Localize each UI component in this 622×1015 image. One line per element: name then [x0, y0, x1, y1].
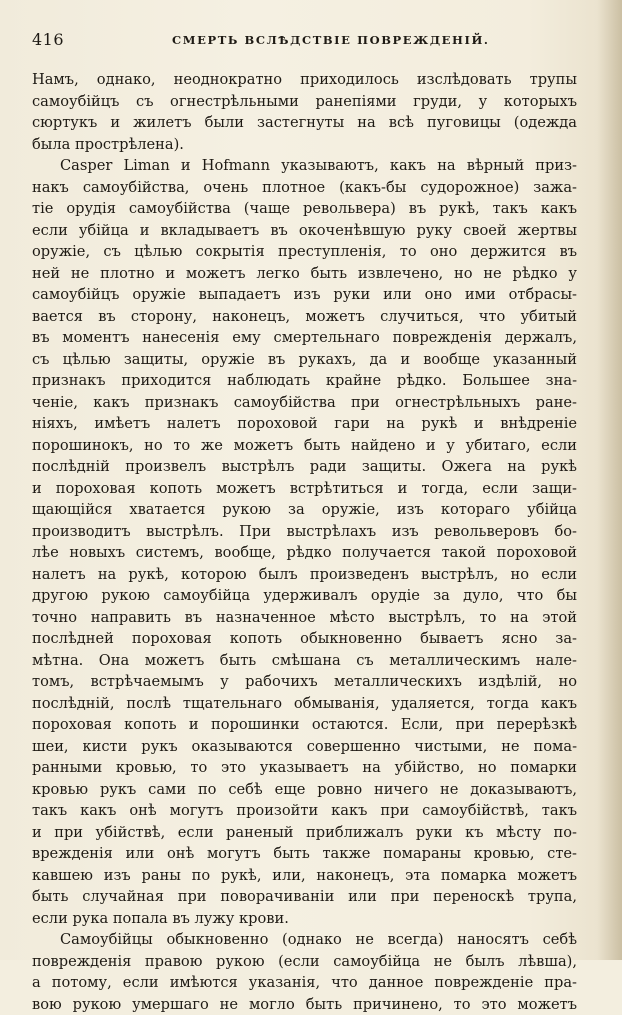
text-line: томъ, встрѣчаемымъ у рабочихъ металлическихъ издѣлій, но	[32, 671, 577, 693]
text-line: налетъ на рукѣ, которою былъ произведенъ выстрѣлъ, но если	[32, 564, 577, 586]
text-line: признакъ приходится наблюдать крайне рѣдко. Большее зна-	[32, 370, 577, 392]
text-line: кавшею изъ раны по рукѣ, или, наконецъ, эта помарка можетъ	[32, 865, 577, 887]
text-line: если убійца и вкладываетъ въ окоченѣвшую руку своей жертвы	[32, 220, 577, 242]
text-line: самоубійцъ съ огнестрѣльными ранепіями груди, у которыхъ	[32, 91, 577, 113]
text-line: пороховая копоть и порошинки остаются. Если, при перерѣзкѣ	[32, 714, 577, 736]
text-line: вою рукою умершаго не могло быть причинено, то это можетъ	[32, 994, 577, 1015]
text-line: послѣдній произвелъ выстрѣлъ ради защиты. Ожега на рукѣ	[32, 456, 577, 478]
text-line: тіе орудія самоубійства (чаще револьвера) въ рукѣ, такъ какъ	[32, 198, 577, 220]
text-line: а потому, если имѣются указанія, что данное поврежденіе пра-	[32, 972, 577, 994]
text-line: другою рукою самоубійца удерживалъ орудіе за дуло, что бы	[32, 585, 577, 607]
text-line: Намъ, однако, неоднократно приходилось изслѣдовать трупы	[32, 69, 577, 91]
text-line: производитъ выстрѣлъ. При выстрѣлахъ изъ револьверовъ бо-	[32, 521, 577, 543]
text-line: точно направить въ назначенное мѣсто выстрѣлъ, то на этой	[32, 607, 577, 629]
body-text	[32, 69, 577, 1015]
text-line: ней не плотно и можетъ легко быть извлечено, но не рѣдко у	[32, 263, 577, 285]
text-line: самоубійцъ оружіе выпадаетъ изъ руки или оно ими отбрасы-	[32, 284, 577, 306]
text-line: послѣдній, послѣ тщательнаго обмыванія, удаляется, тогда какъ	[32, 693, 577, 715]
text-line: лѣе новыхъ системъ, вообще, рѣдко получается такой пороховой	[32, 542, 577, 564]
text-line: кровью рукъ сами по себѣ еще ровно ничего не доказываютъ,	[32, 779, 577, 801]
text-line: и пороховая копоть можетъ встрѣтиться и тогда, если защи-	[32, 478, 577, 500]
text-line: въ моментъ нанесенія ему смертельнаго поврежденія держалъ,	[32, 327, 577, 349]
text-line: шеи, кисти рукъ оказываются совершенно чистыми, не пома-	[32, 736, 577, 758]
text-line: быть случайная при поворачиваніи или при переноскѣ трупа,	[32, 886, 577, 908]
text-line: если рука попала въ лужу крови.	[32, 908, 577, 930]
text-line: мѣтна. Она можетъ быть смѣшана съ металлическимъ нале-	[32, 650, 577, 672]
page-header	[32, 30, 577, 50]
text-line: такъ какъ онѣ могутъ произойти какъ при самоубійствѣ, такъ	[32, 800, 577, 822]
text-line: поврежденія правою рукою (если самоубійца не былъ лѣвша),	[32, 951, 577, 973]
text-line: вается въ сторону, наконецъ, можетъ случиться, что убитый	[32, 306, 577, 328]
text-line: оружіе, съ цѣлью сокрытія преступленія, то оно держится въ	[32, 241, 577, 263]
text-line: порошинокъ, но то же можетъ быть найдено и у убитаго, если	[32, 435, 577, 457]
text-line: накъ самоубійства, очень плотное (какъ-бы судорожное) зажа-	[32, 177, 577, 199]
text-line: сюртукъ и жилетъ были застегнуты на всѣ пуговицы (одежда	[32, 112, 577, 134]
text-line: съ цѣлью защиты, оружіе въ рукахъ, да и вообще указанный	[32, 349, 577, 371]
text-line: ранными кровью, то это указываетъ на убійство, но помарки	[32, 757, 577, 779]
text-line: была прострѣлена).	[32, 134, 577, 156]
text-line: ніяхъ, имѣетъ налетъ пороховой гари на рукѣ и внѣдреніе	[32, 413, 577, 435]
text-line: послѣдней пороховая копоть обыкновенно бываетъ ясно за-	[32, 628, 577, 650]
text-line: ченіе, какъ признакъ самоубійства при огнестрѣльныхъ ране-	[32, 392, 577, 414]
text-line: Casper Liman и Hofmann указываютъ, какъ на вѣрный приз-	[32, 155, 577, 177]
text-line: Самоубійцы обыкновенно (однако не всегда) наносятъ себѣ	[32, 929, 577, 951]
running-title: СМЕРТЬ ВСЛѢДСТВІЕ ПОВРЕЖДЕНІЙ.	[172, 33, 490, 47]
page-number: 416	[32, 30, 64, 49]
text-line: и при убійствѣ, если раненый приближалъ руки къ мѣсту по-	[32, 822, 577, 844]
text-line: врежденія или онѣ могутъ быть также помараны кровью, сте-	[32, 843, 577, 865]
text-line: щающійся хватается рукою за оружіе, изъ котораго убійца	[32, 499, 577, 521]
